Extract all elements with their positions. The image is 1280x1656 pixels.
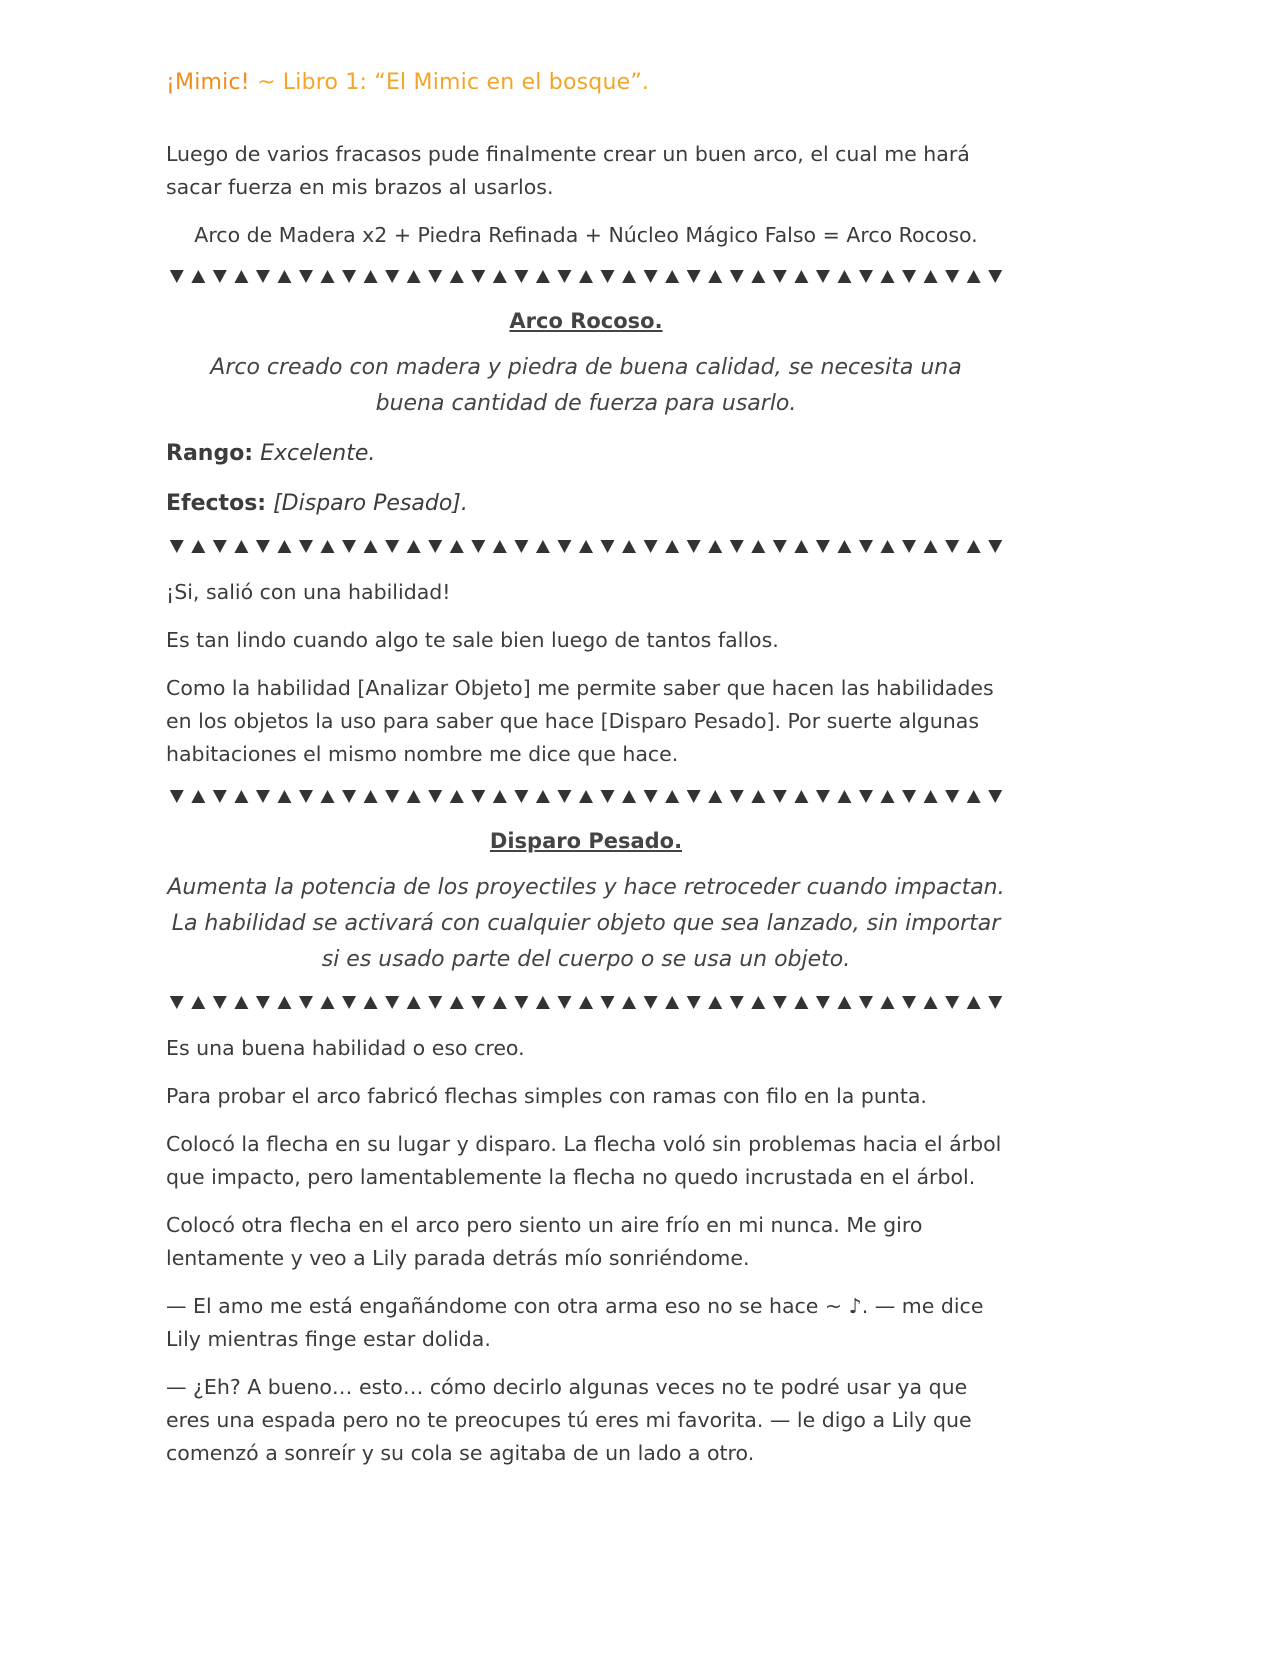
down-triangle-icon — [557, 790, 571, 803]
up-triangle-icon — [234, 540, 248, 553]
up-triangle-icon — [407, 540, 421, 553]
up-triangle-icon — [665, 540, 679, 553]
up-triangle-icon — [881, 790, 895, 803]
down-triangle-icon — [471, 790, 485, 803]
up-triangle-icon — [536, 270, 550, 283]
item-effects-value: [Disparo Pesado]. — [273, 491, 468, 516]
down-triangle-icon — [644, 790, 658, 803]
down-triangle-icon — [385, 270, 399, 283]
up-triangle-icon — [622, 996, 636, 1009]
triangle-divider — [166, 786, 1006, 808]
down-triangle-icon — [945, 996, 959, 1009]
up-triangle-icon — [450, 270, 464, 283]
up-triangle-icon — [321, 996, 335, 1009]
down-triangle-icon — [730, 996, 744, 1009]
down-triangle-icon — [342, 996, 356, 1009]
story-paragraph: Es tan lindo cuando algo te sale bien luego de tantos fallos. — [166, 628, 779, 652]
down-triangle-icon — [687, 540, 701, 553]
down-triangle-icon — [428, 996, 442, 1009]
down-triangle-icon — [773, 996, 787, 1009]
down-triangle-icon — [428, 790, 442, 803]
down-triangle-icon — [256, 790, 270, 803]
down-triangle-icon — [730, 270, 744, 283]
up-triangle-icon — [493, 996, 507, 1009]
item-rank-value: Excelente. — [260, 441, 376, 466]
up-triangle-icon — [407, 270, 421, 283]
story-paragraph: ¡Si, salió con una habilidad! — [166, 580, 451, 604]
up-triangle-icon — [881, 996, 895, 1009]
up-triangle-icon — [536, 996, 550, 1009]
up-triangle-icon — [924, 996, 938, 1009]
down-triangle-icon — [773, 790, 787, 803]
up-triangle-icon — [881, 270, 895, 283]
down-triangle-icon — [385, 790, 399, 803]
down-triangle-icon — [945, 540, 959, 553]
down-triangle-icon — [170, 996, 184, 1009]
down-triangle-icon — [601, 790, 615, 803]
up-triangle-icon — [407, 996, 421, 1009]
up-triangle-icon — [536, 790, 550, 803]
down-triangle-icon — [170, 540, 184, 553]
down-triangle-icon — [816, 790, 830, 803]
down-triangle-icon — [299, 996, 313, 1009]
up-triangle-icon — [234, 270, 248, 283]
up-triangle-icon — [837, 270, 851, 283]
up-triangle-icon — [665, 996, 679, 1009]
story-paragraph: Es una buena habilidad o eso creo. — [166, 1036, 525, 1060]
up-triangle-icon — [967, 996, 981, 1009]
item-card-title: Arco Rocoso. — [509, 309, 663, 333]
up-triangle-icon — [321, 270, 335, 283]
down-triangle-icon — [256, 996, 270, 1009]
down-triangle-icon — [514, 540, 528, 553]
down-triangle-icon — [471, 270, 485, 283]
down-triangle-icon — [773, 270, 787, 283]
up-triangle-icon — [622, 270, 636, 283]
skill-card-title: Disparo Pesado. — [489, 829, 683, 853]
up-triangle-icon — [837, 790, 851, 803]
up-triangle-icon — [708, 540, 722, 553]
down-triangle-icon — [385, 540, 399, 553]
down-triangle-icon — [601, 996, 615, 1009]
down-triangle-icon — [902, 270, 916, 283]
up-triangle-icon — [967, 540, 981, 553]
down-triangle-icon — [170, 790, 184, 803]
down-triangle-icon — [988, 996, 1002, 1009]
up-triangle-icon — [751, 790, 765, 803]
down-triangle-icon — [471, 540, 485, 553]
down-triangle-icon — [514, 270, 528, 283]
down-triangle-icon — [644, 270, 658, 283]
up-triangle-icon — [450, 540, 464, 553]
up-triangle-icon — [277, 996, 291, 1009]
down-triangle-icon — [601, 540, 615, 553]
down-triangle-icon — [859, 790, 873, 803]
down-triangle-icon — [644, 540, 658, 553]
down-triangle-icon — [557, 996, 571, 1009]
up-triangle-icon — [191, 540, 205, 553]
up-triangle-icon — [493, 540, 507, 553]
up-triangle-icon — [708, 790, 722, 803]
up-triangle-icon — [665, 790, 679, 803]
down-triangle-icon — [385, 996, 399, 1009]
story-paragraph: Colocó la flecha en su lugar y disparo. La flecha voló sin problemas hacia el árbol que impacto, pero lamentablemente la flecha no quedo incrustada en el árbol. — [166, 1132, 1002, 1189]
up-triangle-icon — [622, 790, 636, 803]
down-triangle-icon — [644, 996, 658, 1009]
up-triangle-icon — [967, 270, 981, 283]
down-triangle-icon — [988, 270, 1002, 283]
up-triangle-icon — [321, 790, 335, 803]
down-triangle-icon — [256, 270, 270, 283]
up-triangle-icon — [493, 270, 507, 283]
up-triangle-icon — [364, 996, 378, 1009]
story-paragraph: Como la habilidad [Analizar Objeto] me permite saber que hacen las habilidades en los objetos la uso para saber que hace [Disparo Pesado]. Por suerte algunas habitaciones el mismo nombre me dice que hace. — [166, 676, 994, 766]
down-triangle-icon — [945, 270, 959, 283]
down-triangle-icon — [256, 540, 270, 553]
up-triangle-icon — [450, 996, 464, 1009]
down-triangle-icon — [342, 540, 356, 553]
down-triangle-icon — [299, 790, 313, 803]
up-triangle-icon — [277, 790, 291, 803]
up-triangle-icon — [407, 790, 421, 803]
triangle-divider — [166, 266, 1006, 288]
down-triangle-icon — [428, 540, 442, 553]
down-triangle-icon — [859, 270, 873, 283]
up-triangle-icon — [579, 790, 593, 803]
running-header — [166, 70, 649, 95]
down-triangle-icon — [902, 790, 916, 803]
up-triangle-icon — [277, 540, 291, 553]
down-triangle-icon — [687, 270, 701, 283]
up-triangle-icon — [708, 996, 722, 1009]
up-triangle-icon — [450, 790, 464, 803]
item-rank-label: Rango: — [166, 441, 254, 466]
up-triangle-icon — [881, 540, 895, 553]
down-triangle-icon — [514, 996, 528, 1009]
up-triangle-icon — [967, 790, 981, 803]
page-content — [166, 138, 1006, 1485]
up-triangle-icon — [708, 270, 722, 283]
up-triangle-icon — [794, 270, 808, 283]
item-effects-label: Efectos: — [166, 491, 267, 516]
up-triangle-icon — [277, 270, 291, 283]
down-triangle-icon — [902, 540, 916, 553]
down-triangle-icon — [601, 270, 615, 283]
down-triangle-icon — [557, 270, 571, 283]
down-triangle-icon — [859, 540, 873, 553]
down-triangle-icon — [816, 540, 830, 553]
down-triangle-icon — [342, 270, 356, 283]
triangle-divider — [166, 992, 1006, 1014]
header-series-title: ¡Mimic! — [166, 70, 250, 95]
up-triangle-icon — [579, 996, 593, 1009]
story-paragraph: Para probar el arco fabricó flechas simples con ramas con filo en la punta. — [166, 1084, 927, 1108]
up-triangle-icon — [579, 540, 593, 553]
up-triangle-icon — [234, 790, 248, 803]
story-paragraph: Colocó otra flecha en el arco pero siento un aire frío en mi nunca. Me giro lentamente y veo a Lily parada detrás mío sonriéndome. — [166, 1213, 923, 1270]
down-triangle-icon — [988, 790, 1002, 803]
down-triangle-icon — [859, 996, 873, 1009]
down-triangle-icon — [687, 996, 701, 1009]
up-triangle-icon — [924, 790, 938, 803]
dialogue-paragraph: — ¿Eh? A bueno… esto… cómo decirlo algunas veces no te podré usar ya que eres una espada pero no te preocupes tú eres mi favorita. — le digo a Lily que comenzó a sonreír y su cola se agitaba de un lado a otro. — [166, 1375, 972, 1465]
up-triangle-icon — [536, 540, 550, 553]
down-triangle-icon — [730, 790, 744, 803]
up-triangle-icon — [794, 540, 808, 553]
down-triangle-icon — [213, 540, 227, 553]
up-triangle-icon — [579, 270, 593, 283]
down-triangle-icon — [471, 996, 485, 1009]
down-triangle-icon — [816, 996, 830, 1009]
up-triangle-icon — [751, 540, 765, 553]
up-triangle-icon — [794, 790, 808, 803]
down-triangle-icon — [945, 790, 959, 803]
up-triangle-icon — [837, 996, 851, 1009]
down-triangle-icon — [170, 270, 184, 283]
intro-paragraph: Luego de varios fracasos pude finalmente crear un buen arco, el cual me hará sacar fuerza en mis brazos al usarlos. — [166, 142, 970, 199]
down-triangle-icon — [342, 790, 356, 803]
down-triangle-icon — [299, 270, 313, 283]
up-triangle-icon — [364, 270, 378, 283]
up-triangle-icon — [924, 270, 938, 283]
down-triangle-icon — [557, 540, 571, 553]
up-triangle-icon — [364, 790, 378, 803]
down-triangle-icon — [730, 540, 744, 553]
up-triangle-icon — [751, 996, 765, 1009]
up-triangle-icon — [234, 996, 248, 1009]
dialogue-paragraph: — El amo me está engañándome con otra arma eso no se hace ~ ♪. — me dice Lily mientras finge estar dolida. — [166, 1294, 984, 1351]
triangle-divider — [166, 536, 1006, 558]
skill-card-description: Aumenta la potencia de los proyectiles y hace retroceder cuando impactan. La habilidad se activará con cualquier objeto que sea lanzado, sin importar si es usado parte del cuerpo o se usa un objeto. — [167, 875, 1005, 972]
down-triangle-icon — [773, 540, 787, 553]
down-triangle-icon — [687, 790, 701, 803]
down-triangle-icon — [213, 996, 227, 1009]
down-triangle-icon — [988, 540, 1002, 553]
up-triangle-icon — [924, 540, 938, 553]
up-triangle-icon — [191, 790, 205, 803]
up-triangle-icon — [191, 270, 205, 283]
down-triangle-icon — [816, 270, 830, 283]
item-card-description: Arco creado con madera y piedra de buena calidad, se necesita una buena cantidad de fuerza para usarlo. — [210, 355, 962, 416]
up-triangle-icon — [622, 540, 636, 553]
up-triangle-icon — [493, 790, 507, 803]
item-effects-row — [166, 486, 1006, 522]
up-triangle-icon — [665, 270, 679, 283]
header-book-title: ~ Libro 1: “El Mimic en el bosque”. — [249, 70, 650, 95]
down-triangle-icon — [902, 996, 916, 1009]
up-triangle-icon — [837, 540, 851, 553]
up-triangle-icon — [364, 540, 378, 553]
down-triangle-icon — [213, 790, 227, 803]
item-rank-row — [166, 436, 1006, 472]
down-triangle-icon — [299, 540, 313, 553]
down-triangle-icon — [428, 270, 442, 283]
crafting-recipe: Arco de Madera x2 + Piedra Refinada + Núcleo Mágico Falso = Arco Rocoso. — [194, 223, 978, 247]
up-triangle-icon — [191, 996, 205, 1009]
up-triangle-icon — [751, 270, 765, 283]
down-triangle-icon — [213, 270, 227, 283]
up-triangle-icon — [794, 996, 808, 1009]
up-triangle-icon — [321, 540, 335, 553]
down-triangle-icon — [514, 790, 528, 803]
